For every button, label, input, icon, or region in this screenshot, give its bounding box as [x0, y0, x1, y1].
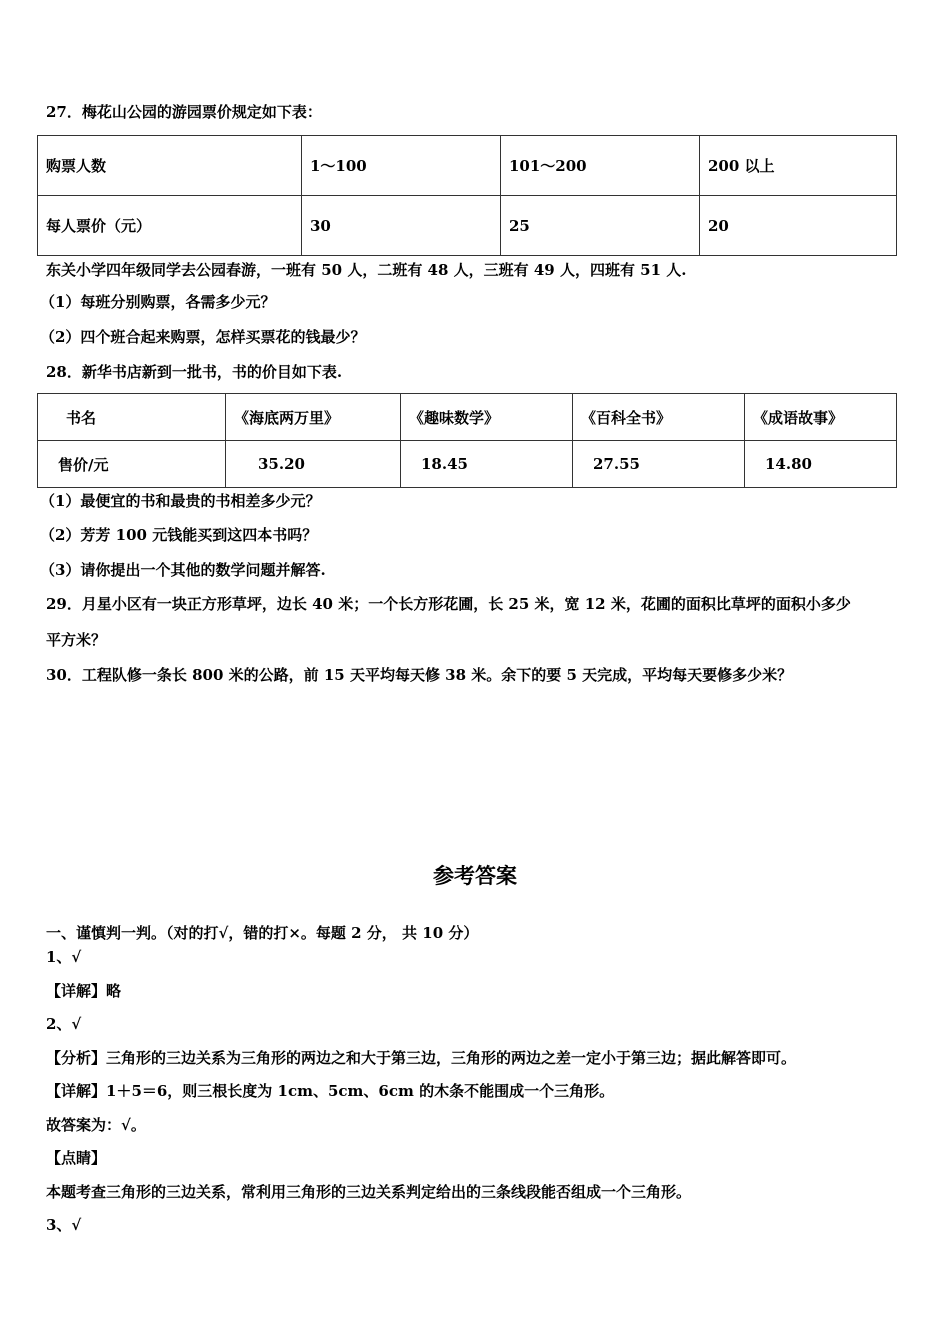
table-cell: 14.80 [745, 441, 897, 488]
table-cell: 27.55 [573, 441, 745, 488]
answer-line: 【分析】三角形的三边关系为三角形的两边之和大于第三边，三角形的两边之差一定小于第三边；据此解答即可。 [46, 1049, 797, 1067]
table-cell: 101～200 [501, 136, 700, 196]
question-28-sub: （3）请你提出一个其他的数学问题并解答. [40, 561, 326, 579]
table-row [38, 441, 897, 488]
table-cell: 200 以上 [700, 136, 897, 196]
question-27-sub: （1）每班分别购票，各需多少元？ [40, 293, 276, 311]
answer-line: 一、谨慎判一判。（对的打√，错的打×。每题 2 分， 共 10 分） [46, 924, 479, 942]
question-29-cont: 平方米？ [46, 631, 107, 649]
question-29: 29．月星小区有一块正方形草坪，边长 40 米；一个长方形花圃，长 25 米，宽 12 米，花圃的面积比草坪的面积小多少 [46, 595, 851, 613]
question-27-sub: （2）四个班合起来购票，怎样买票花的钱最少？ [40, 328, 366, 346]
table-cell: 《百科全书》 [573, 394, 745, 441]
question-28-title: 28．新华书店新到一批书，书的价目如下表. [46, 363, 343, 381]
question-28-sub: （2）芳芳 100 元钱能买到这四本书吗？ [40, 526, 318, 544]
answer-line: 【详解】1＋5＝6，则三根长度为 1cm、5cm、6cm 的木条不能围成一个三角形。 [46, 1082, 615, 1100]
table-cell: 35.20 [226, 441, 401, 488]
table-cell: 《趣味数学》 [401, 394, 573, 441]
ticket-price-table [37, 135, 897, 256]
table-cell: 《海底两万里》 [226, 394, 401, 441]
question-30: 30．工程队修一条长 800 米的公路，前 15 天平均每天修 38 米。余下的要 5 天完成，平均每天要修多少米？ [46, 666, 793, 684]
table-cell: 18.45 [401, 441, 573, 488]
table-row [38, 136, 897, 196]
table-cell: 《成语故事》 [745, 394, 897, 441]
table-cell: 1～100 [302, 136, 501, 196]
table-cell: 书名 [38, 394, 226, 441]
table-row [38, 394, 897, 441]
table-cell: 售价/元 [38, 441, 226, 488]
question-27-desc: 东关小学四年级同学去公园春游，一班有 50 人，二班有 48 人，三班有 49 人，四班有 51 人. [46, 261, 687, 279]
table-cell: 30 [302, 196, 501, 256]
table-row [38, 196, 897, 256]
answer-line: 故答案为：√。 [46, 1116, 146, 1134]
question-27-title: 27．梅花山公园的游园票价规定如下表： [46, 103, 322, 121]
answer-line: 【详解】略 [46, 982, 122, 1000]
answer-line: 1、√ [46, 948, 82, 966]
table-cell: 25 [501, 196, 700, 256]
answer-line: 3、√ [46, 1216, 82, 1234]
answer-line: 【点睛】 [46, 1149, 107, 1167]
table-cell: 20 [700, 196, 897, 256]
answer-line: 本题考查三角形的三边关系，常利用三角形的三边关系判定给出的三条线段能否组成一个三角形。 [46, 1183, 692, 1201]
table-cell: 购票人数 [38, 136, 302, 196]
question-28-sub: （1）最便宜的书和最贵的书相差多少元？ [40, 492, 321, 510]
book-price-table [37, 393, 897, 488]
table-cell: 每人票价（元） [38, 196, 302, 256]
answers-title: 参考答案 [433, 864, 517, 888]
answer-line: 2、√ [46, 1015, 82, 1033]
